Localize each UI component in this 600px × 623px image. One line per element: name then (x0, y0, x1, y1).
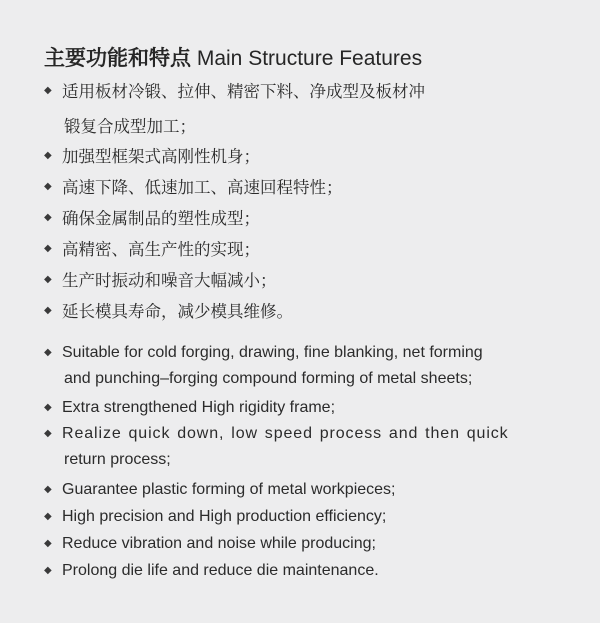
en-feature-item (44, 558, 570, 584)
en-feature-text: Extra strengthened High rigidity frame; (62, 399, 336, 416)
section-title-en: Main Structure Features (196, 47, 423, 70)
bullet-icon: ◆ (44, 243, 52, 254)
bullet-icon: ◆ (44, 347, 52, 358)
bullet-icon: ◆ (44, 538, 52, 549)
bullet-icon: ◆ (44, 402, 52, 413)
en-feature-text-cont: and punching–forging compound forming of metal sheets; (64, 370, 473, 387)
section-title (44, 42, 422, 72)
en-feature-text: Realize quick down, low speed process and then quick (62, 425, 509, 442)
zh-feature-text: 高精密、高生产性的实现； (62, 241, 260, 259)
zh-feature-item (44, 234, 570, 266)
zh-feature-item (44, 203, 570, 235)
en-feature-item (44, 340, 570, 392)
en-feature-item (44, 504, 570, 530)
en-feature-text: Guarantee plastic forming of metal workpieces; (62, 481, 396, 498)
en-feature-item (44, 477, 570, 503)
zh-feature-text: 加强型框架式高刚性机身； (62, 148, 260, 166)
en-feature-text: Prolong die life and reduce die maintenance. (62, 562, 379, 579)
bullet-icon: ◆ (44, 274, 52, 285)
en-feature-text: High precision and High production efficiency; (62, 508, 387, 525)
bullet-icon: ◆ (44, 181, 52, 192)
zh-feature-text-cont: 锻复合成型加工； (64, 118, 196, 136)
bullet-icon: ◆ (44, 428, 52, 439)
zh-feature-text: 生产时振动和噪音大幅减小； (62, 272, 277, 290)
zh-feature-item (44, 172, 570, 204)
en-feature-item (44, 531, 570, 557)
zh-feature-item (44, 296, 570, 328)
zh-feature-text: 确保金属制品的塑性成型； (62, 210, 260, 228)
bullet-icon: ◆ (44, 484, 52, 495)
en-feature-text: Reduce vibration and noise while producing; (62, 535, 376, 552)
bullet-icon: ◆ (44, 150, 52, 161)
bullet-icon: ◆ (44, 565, 52, 576)
zh-feature-item (44, 76, 570, 143)
bullet-icon: ◆ (44, 305, 52, 316)
zh-feature-text: 适用板材冷锻、拉伸、精密下料、净成型及板材冲 (62, 83, 425, 101)
bullet-icon: ◆ (44, 212, 52, 223)
zh-feature-item (44, 265, 570, 297)
zh-feature-text: 延长模具寿命，减少模具维修。 (62, 303, 293, 321)
bullet-icon: ◆ (44, 511, 52, 522)
zh-feature-text: 高速下降、低速加工、高速回程特性； (62, 179, 343, 197)
bullet-icon: ◆ (44, 85, 52, 96)
en-feature-item (44, 421, 570, 473)
en-feature-item (44, 395, 570, 421)
section-title-zh: 主要功能和特点 (44, 47, 191, 70)
en-feature-text-cont: return process; (64, 451, 171, 468)
en-feature-text: Suitable for cold forging, drawing, fine blanking, net forming (62, 344, 483, 361)
zh-feature-item (44, 141, 570, 173)
